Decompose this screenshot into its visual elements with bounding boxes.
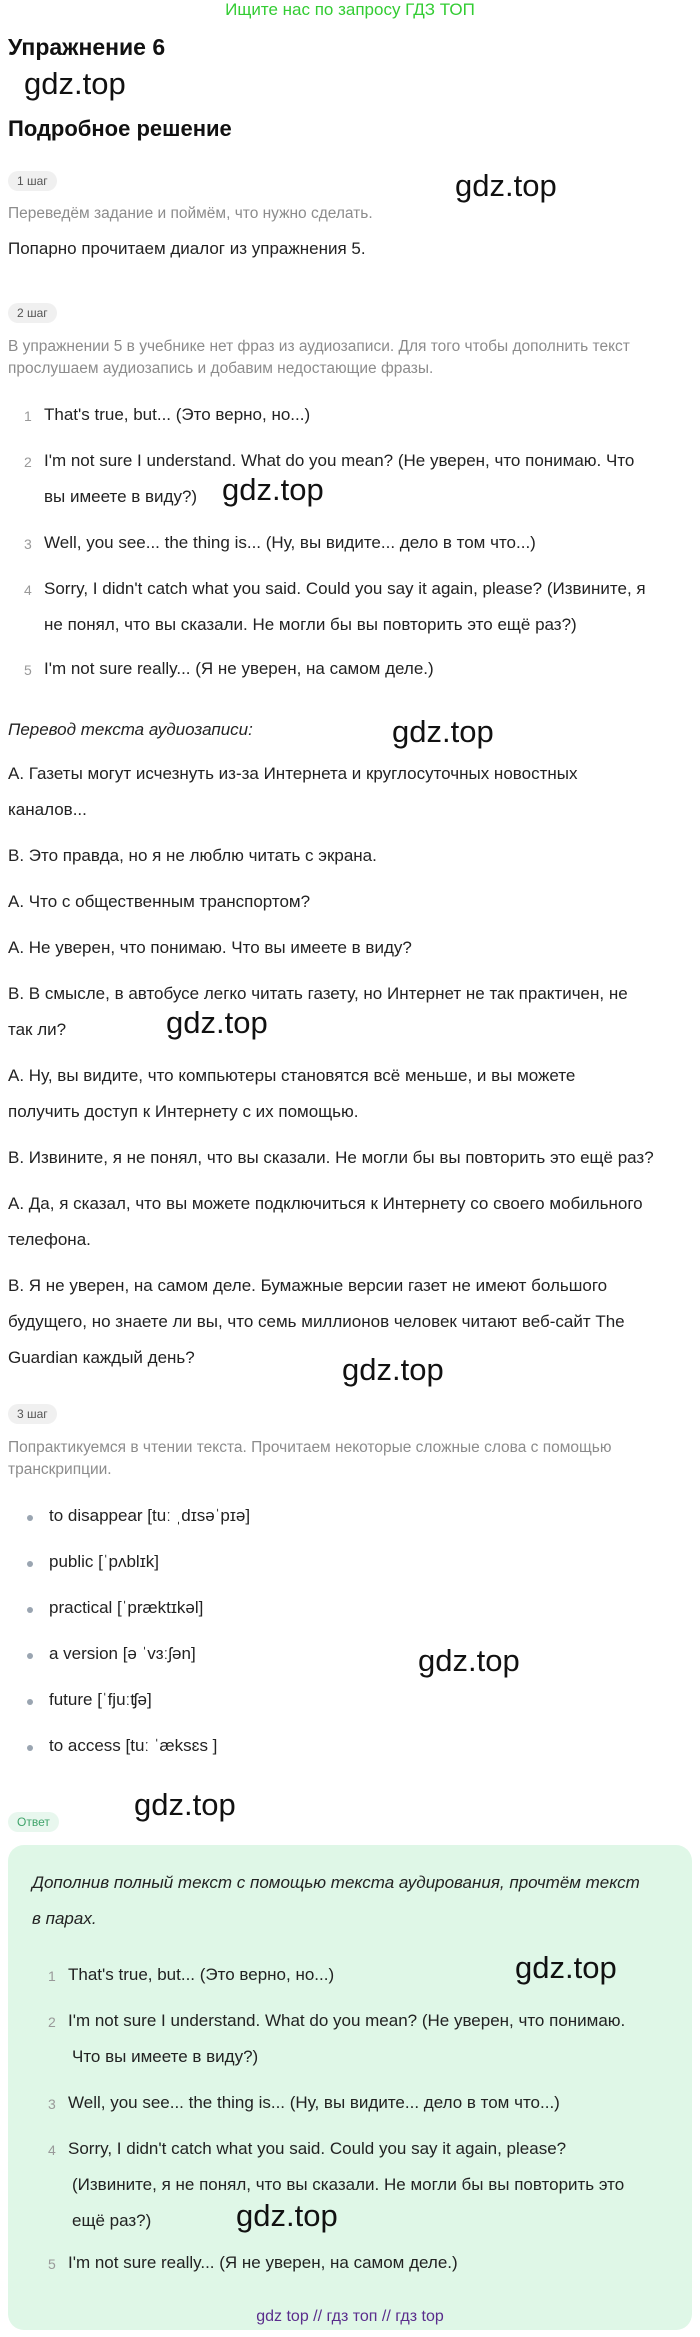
list-number: 1 [24, 408, 32, 424]
step-hint: Попрактикуемся в чтении текста. Прочитаем некоторые сложные слова с помощью [8, 1439, 612, 1456]
list-item: не понял, что вы сказали. Не могли бы вы повторить это ещё раз?) [44, 615, 577, 634]
dialog-line: В. Извините, я не понял, что вы сказали. Не могли бы вы повторить это ещё раз? [8, 1148, 654, 1167]
answer-item: Well, you see... the thing is... (Ну, вы видите... дело в том что...) [68, 2093, 560, 2112]
answer-item: Что вы имеете в виду?) [72, 2047, 259, 2066]
answer-item: (Извините, я не понял, что вы сказали. Не могли бы вы повторить это [72, 2175, 625, 2194]
list-item: вы имеете в виду?) [44, 487, 198, 506]
footer-separator: // [313, 2308, 323, 2325]
list-number: 1 [48, 1968, 56, 1984]
dialog-line: А. Ну, вы видите, что компьютеры становятся всё меньше, и вы можете [8, 1066, 576, 1085]
word-item: practical [ˈpræktɪkəl] [49, 1598, 204, 1617]
list-item: I'm not sure really... (Я не уверен, на самом деле.) [44, 659, 434, 678]
page-title: Упражнение 6 [8, 34, 166, 60]
watermark: gdz.top [236, 2198, 338, 2233]
word-item: public [ˈpʌblɪk] [49, 1552, 159, 1571]
dialog-line: В. В смысле, в автобусе легко читать газету, но Интернет не так практичен, не [8, 984, 628, 1003]
dialog-line: А. Да, я сказал, что вы можете подключиться к Интернету со своего мобильного [8, 1194, 643, 1213]
watermark: gdz.top [392, 714, 494, 749]
dialog-line: А. Газеты могут исчезнуть из-за Интернета и круглосуточных новостных [8, 764, 578, 783]
step-badge: 3 шаг [8, 1404, 57, 1424]
answer-item: I'm not sure I understand. What do you mean? (Не уверен, что понимаю. [68, 2011, 626, 2030]
dialog-line: Guardian каждый день? [8, 1348, 195, 1367]
dialog-line: так ли? [8, 1020, 67, 1039]
list-item: Well, you see... the thing is... (Ну, вы видите... дело в том что...) [44, 533, 536, 552]
bullet-icon [27, 1561, 33, 1567]
dialog-line: телефона. [8, 1230, 91, 1249]
step-badge: 2 шаг [8, 303, 57, 323]
step-hint: прослушаем аудиозапись и добавим недостающие фразы. [8, 360, 434, 377]
footer-link[interactable]: гдз топ [326, 2308, 378, 2325]
watermark: gdz.top [418, 1643, 520, 1678]
list-item: That's true, but... (Это верно, но...) [44, 405, 311, 424]
answer-badge: Ответ [8, 1812, 59, 1832]
list-number: 4 [24, 582, 32, 598]
watermark: gdz.top [455, 168, 557, 203]
step-hint: Переведём задание и поймём, что нужно сделать. [8, 205, 373, 222]
word-item: to disappear [tuː ˌdɪsəˈpɪə] [49, 1506, 251, 1525]
answer-item: That's true, but... (Это верно, но...) [68, 1965, 335, 1984]
list-number: 5 [24, 662, 32, 678]
footer-separator: // [381, 2308, 391, 2325]
list-number: 3 [48, 2096, 56, 2112]
dialog-line: будущего, но знаете ли вы, что семь миллионов человек читают веб-сайт The [8, 1312, 625, 1331]
bullet-icon [27, 1699, 33, 1705]
watermark: gdz.top [515, 1950, 617, 1985]
list-number: 4 [48, 2142, 56, 2158]
step-text: Попарно прочитаем диалог из упражнения 5. [8, 239, 366, 258]
search-banner: Ищите нас по запросу ГДЗ ТОП [225, 0, 475, 19]
solution-heading: Подробное решение [8, 116, 232, 141]
answer-intro: Дополнив полный текст с помощью текста аудирования, прочтём текст [32, 1873, 640, 1892]
answer-intro: в парах. [32, 1909, 97, 1928]
answer-item: ещё раз?) [72, 2211, 152, 2230]
step-hint: В упражнении 5 в учебнике нет фраз из аудиозаписи. Для того чтобы дополнить текст [8, 338, 630, 355]
list-item: I'm not sure I understand. What do you mean? (Не уверен, что понимаю. Что [44, 451, 635, 470]
list-number: 2 [48, 2014, 56, 2030]
watermark: gdz.top [222, 472, 324, 507]
step-badge: 1 шаг [8, 171, 57, 191]
list-number: 5 [48, 2256, 56, 2272]
watermark: gdz.top [342, 1352, 444, 1387]
dialog-line: В. Это правда, но я не люблю читать с экрана. [8, 846, 377, 865]
list-item: Sorry, I didn't catch what you said. Could you say it again, please? (Извините, я [44, 579, 646, 598]
word-item: future [ˈfjuːʧə] [49, 1690, 152, 1709]
dialog-line: А. Что с общественным транспортом? [8, 892, 311, 911]
watermark: gdz.top [166, 1005, 268, 1040]
step-hint: транскрипции. [8, 1461, 112, 1478]
dialog-line: каналов... [8, 800, 87, 819]
answer-item: Sorry, I didn't catch what you said. Could you say it again, please? [68, 2139, 567, 2158]
list-number: 2 [24, 454, 32, 470]
watermark: gdz.top [24, 66, 126, 101]
word-item: a version [ə ˈvɜːʃən] [49, 1644, 196, 1663]
dialog-line: получить доступ к Интернету с их помощью. [8, 1102, 359, 1121]
footer-link[interactable]: gdz top [256, 2308, 309, 2325]
bullet-icon [27, 1745, 33, 1751]
bullet-icon [27, 1515, 33, 1521]
answer-item: I'm not sure really... (Я не уверен, на самом деле.) [68, 2253, 458, 2272]
bullet-icon [27, 1653, 33, 1659]
dialog-line: А. Не уверен, что понимаю. Что вы имеете в виду? [8, 938, 412, 957]
footer-links [0, 2308, 700, 2326]
dialog-line: В. Я не уверен, на самом деле. Бумажные версии газет не имеют большого [8, 1276, 608, 1295]
footer-link[interactable]: гдз top [395, 2308, 444, 2325]
list-number: 3 [24, 536, 32, 552]
watermark: gdz.top [134, 1787, 236, 1822]
bullet-icon [27, 1607, 33, 1613]
translation-heading: Перевод текста аудиозаписи: [8, 720, 253, 739]
word-item: to access [tuː ˈæksɛs ] [49, 1736, 218, 1755]
